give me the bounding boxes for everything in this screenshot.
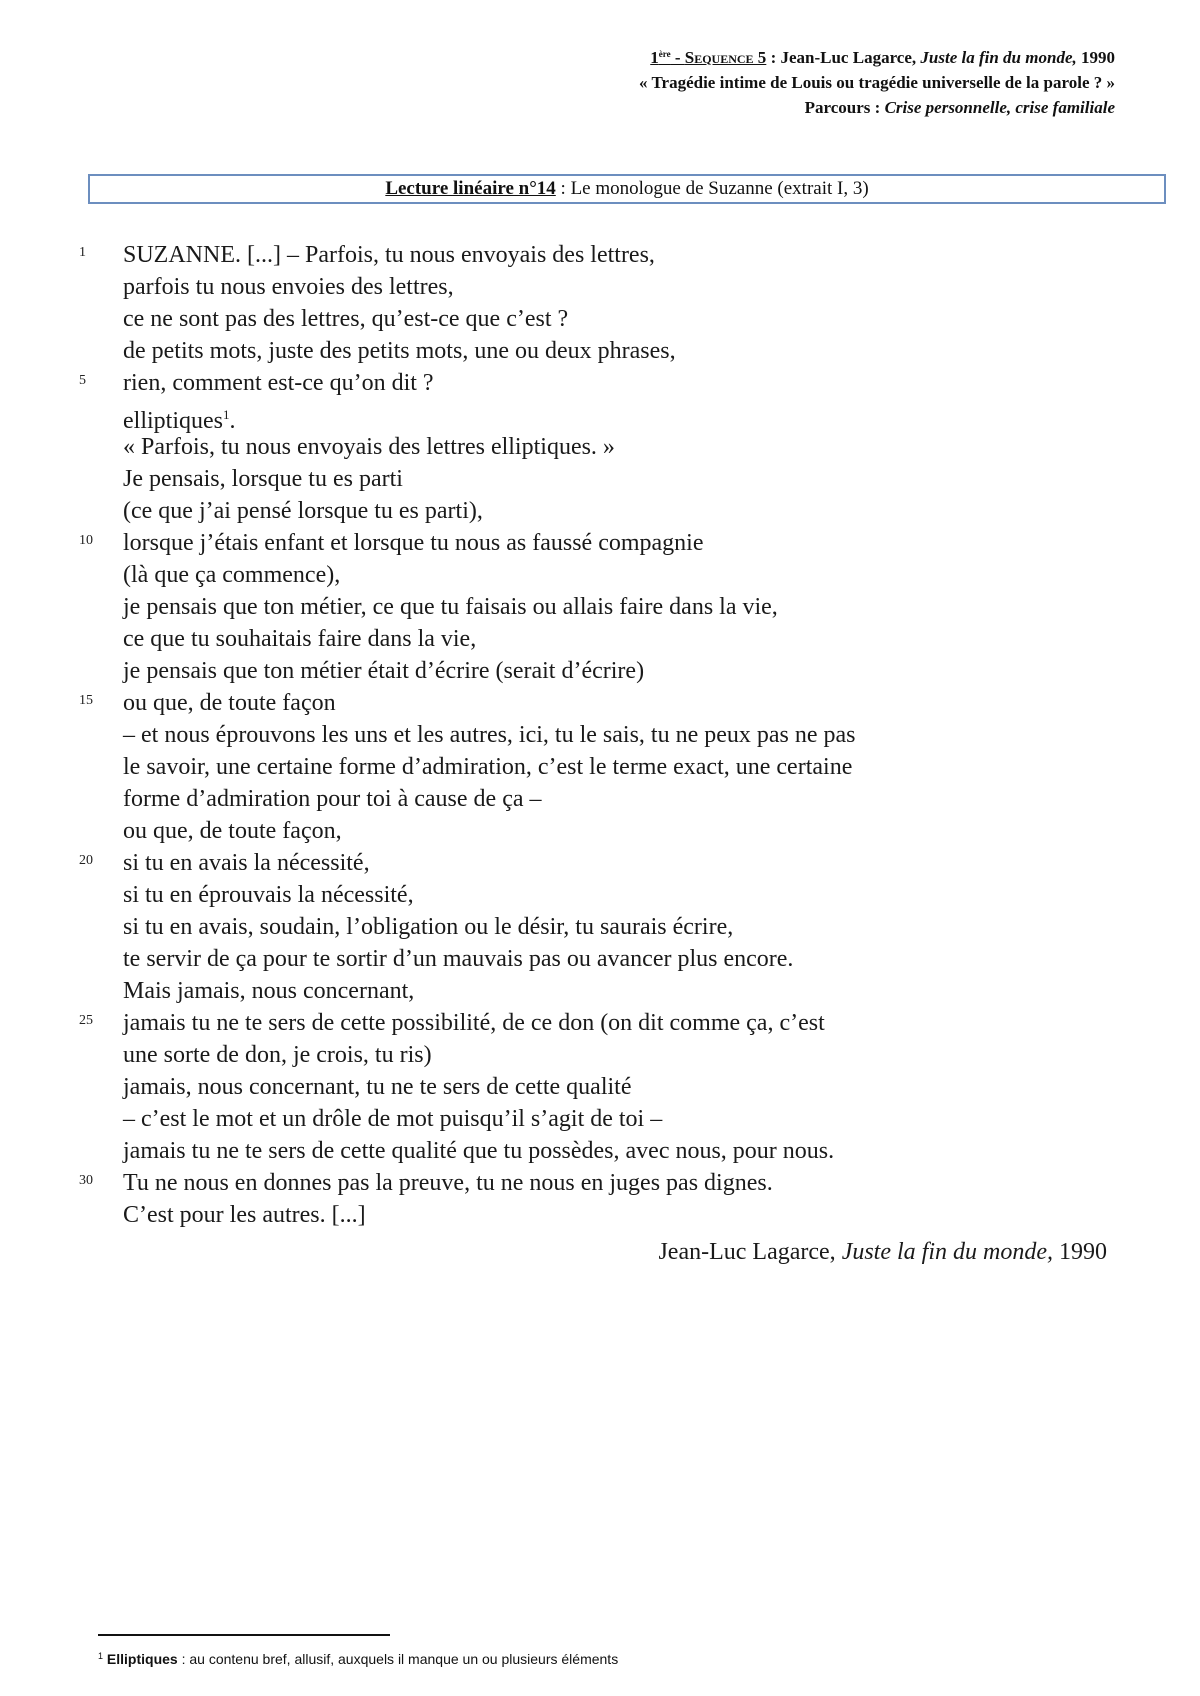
line-number: 25: [79, 1013, 93, 1028]
text-line: [0, 399, 1200, 434]
line-text-content: je pensais que ton métier, ce que tu faisais ou allais faire dans la vie,: [123, 594, 778, 620]
line-text: [123, 527, 704, 559]
footnote-separator: [98, 1634, 390, 1636]
line-text-content: ou que, de toute façon,: [123, 818, 342, 844]
text-line: [0, 943, 1200, 975]
text-line: [0, 239, 1200, 271]
lecture-sep: :: [555, 178, 571, 199]
text-line: [0, 1103, 1200, 1135]
text-line: [0, 1199, 1200, 1231]
text-line: [0, 431, 1200, 463]
line-text: [123, 335, 676, 367]
footnote-term: Elliptiques: [106, 1651, 178, 1667]
line-text-content: ce ne sont pas des lettres, qu’est-ce que c’est ?: [123, 306, 569, 332]
line-text: [123, 847, 370, 879]
header-parcours-value: Crise personnelle, crise familiale: [884, 98, 1115, 117]
line-text: [123, 1167, 773, 1199]
line-text-content: – et nous éprouvons les uns et les autres, ici, tu le sais, tu ne peux pas ne pas: [123, 722, 856, 748]
line-text: [123, 1103, 662, 1135]
line-text-content: rien, comment est-ce qu’on dit ?: [123, 370, 434, 396]
line-text: [123, 719, 856, 751]
attribution-year: 1990: [1053, 1239, 1107, 1265]
attribution-author: Jean-Luc Lagarce,: [658, 1239, 842, 1265]
line-number: 1: [79, 245, 86, 260]
line-text: [123, 1039, 432, 1071]
line-text: [123, 591, 778, 623]
line-text-content: le savoir, une certaine forme d’admiration, c’est le terme exact, une certaine: [123, 754, 853, 780]
text-line: [0, 911, 1200, 943]
text-line: [0, 303, 1200, 335]
text-line: [0, 559, 1200, 591]
line-text: [123, 1199, 366, 1231]
text-line: [0, 463, 1200, 495]
text-line: [0, 847, 1200, 879]
line-text: [123, 303, 568, 335]
text-line: [0, 335, 1200, 367]
line-text-content: Je pensais, lorsque tu es parti: [123, 466, 403, 492]
line-text: [123, 239, 655, 271]
header-work-title: Juste la fin du monde,: [920, 48, 1077, 67]
lecture-subtitle: Le monologue de Suzanne (extrait I, 3): [570, 178, 869, 199]
header-level-sequence: [650, 48, 766, 67]
line-text-content: Mais jamais, nous concernant,: [123, 978, 415, 1004]
line-text-content: ce que tu souhaitais faire dans la vie,: [123, 626, 477, 652]
text-line: [0, 591, 1200, 623]
line-text-content: de petits mots, juste des petits mots, une ou deux phrases,: [123, 338, 676, 364]
text-line: [0, 1071, 1200, 1103]
text-line: [0, 527, 1200, 559]
text-line: [0, 719, 1200, 751]
header-parcours-label: Parcours :: [804, 98, 885, 117]
lecture-label: Lecture linéaire n°14: [385, 178, 556, 199]
line-text-content: (ce que j’ai pensé lorsque tu es parti),: [123, 498, 483, 524]
text-line: [0, 783, 1200, 815]
line-text: [123, 559, 340, 591]
footnote-reference: 1: [222, 407, 230, 422]
line-text: [123, 623, 476, 655]
line-number: 5: [79, 373, 86, 388]
line-text: [123, 495, 483, 527]
line-text-content: C’est pour les autres. [...]: [123, 1202, 366, 1228]
text-line: [0, 1135, 1200, 1167]
line-number: 20: [79, 853, 93, 868]
line-text: [123, 271, 454, 303]
line-text: [123, 431, 615, 463]
lecture-title-box: [88, 174, 1166, 204]
line-text: [123, 1135, 834, 1167]
line-text-content: jamais tu ne te sers de cette possibilité, de ce don (on dit comme ça, c’est: [123, 1010, 825, 1036]
line-text-content: te servir de ça pour te sortir d’un mauvais pas ou avancer plus encore.: [123, 946, 794, 972]
header-line-1: [639, 42, 1115, 70]
line-text: [123, 1007, 825, 1039]
text-line: [0, 687, 1200, 719]
text-line: [0, 1039, 1200, 1071]
line-text-content: parfois tu nous envoies des lettres,: [123, 274, 454, 300]
header-level-sup: ère: [658, 49, 671, 59]
document-header: [639, 42, 1115, 120]
text-line: [0, 271, 1200, 303]
line-text-content: si tu en avais la nécessité,: [123, 850, 370, 876]
line-text: [123, 943, 793, 975]
header-dash: -: [670, 48, 685, 67]
line-text: [123, 815, 342, 847]
footnote-definition: : au contenu bref, allusif, auxquels il manque un ou plusieurs éléments: [177, 1651, 619, 1667]
line-text: [123, 783, 542, 815]
monologue-text: [0, 239, 1200, 1231]
line-text-content: jamais tu ne te sers de cette qualité que tu possèdes, avec nous, pour nous.: [123, 1138, 835, 1164]
attribution-title: Juste la fin du monde,: [841, 1239, 1053, 1265]
text-line: [0, 655, 1200, 687]
line-text: [123, 463, 403, 495]
line-text-content: forme d’admiration pour toi à cause de ça –: [123, 786, 542, 812]
line-number: 15: [79, 693, 93, 708]
line-text-content: lorsque j’étais enfant et lorsque tu nous as faussé compagnie: [123, 530, 704, 556]
footnote-marker: 1: [98, 1651, 104, 1661]
line-text: [123, 975, 414, 1007]
line-text: [123, 687, 336, 719]
line-number: 10: [79, 533, 93, 548]
line-text-content: ou que, de toute façon: [123, 690, 336, 716]
footnote: [98, 1651, 618, 1667]
text-line: [0, 815, 1200, 847]
text-line: [0, 975, 1200, 1007]
text-line: [0, 495, 1200, 527]
line-text-content: si tu en avais, soudain, l’obligation ou le désir, tu saurais écrire,: [123, 914, 734, 940]
header-line-2: « Tragédie intime de Louis ou tragédie universelle de la parole ? »: [639, 73, 1115, 92]
line-text: [123, 879, 414, 911]
line-text: [123, 367, 434, 399]
line-text-after: .: [229, 408, 236, 434]
text-line: [0, 367, 1200, 399]
line-text: [123, 751, 852, 783]
header-line-3: [639, 95, 1115, 120]
header-sequence: Sequence 5: [684, 48, 767, 67]
line-text-content: (là que ça commence),: [123, 562, 341, 588]
header-year: 1990: [1076, 48, 1115, 67]
text-line: [0, 1167, 1200, 1199]
line-text-content: elliptiques: [123, 408, 223, 434]
text-line: [0, 1007, 1200, 1039]
attribution: [658, 1236, 1107, 1268]
text-line: [0, 623, 1200, 655]
text-line: [0, 879, 1200, 911]
line-text-content: « Parfois, tu nous envoyais des lettres elliptiques. »: [123, 434, 615, 460]
header-level: 1: [650, 48, 659, 67]
text-line: [0, 751, 1200, 783]
line-text-content: Tu ne nous en donnes pas la preuve, tu ne nous en juges pas dignes.: [123, 1170, 773, 1196]
line-text: [123, 911, 733, 943]
line-text-content: une sorte de don, je crois, tu ris): [123, 1042, 432, 1068]
line-text-content: jamais, nous concernant, tu ne te sers de cette qualité: [123, 1074, 632, 1100]
line-text-content: SUZANNE. [...] – Parfois, tu nous envoyais des lettres,: [123, 242, 655, 268]
line-number: 30: [79, 1173, 93, 1188]
line-text-content: si tu en éprouvais la nécessité,: [123, 882, 414, 908]
line-text-content: je pensais que ton métier était d’écrire (serait d’écrire): [123, 658, 645, 684]
header-author: : Jean-Luc Lagarce,: [766, 48, 921, 67]
line-text: [123, 655, 644, 687]
line-text-content: – c’est le mot et un drôle de mot puisqu’il s’agit de toi –: [123, 1106, 663, 1132]
line-text: [123, 1071, 631, 1103]
